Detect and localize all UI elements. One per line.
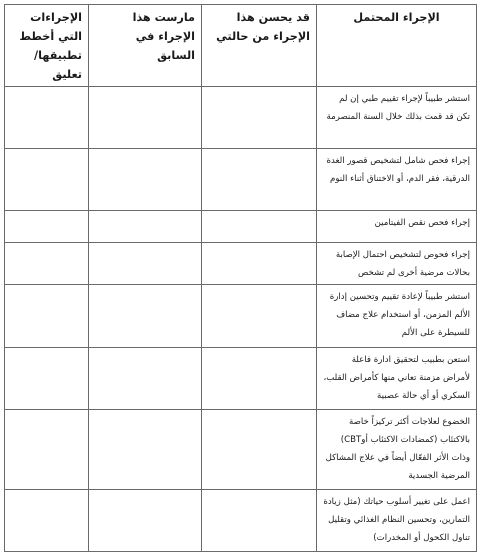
action-cell: الخضوع لعلاجات أكثر تركيزاً خاصة بالاكتئاب (كمضادات الاكتئاب أوCBT) وذات الأثر الفعّال أيضاً في علاج المشاكل المرضية الجسدية [317,410,477,490]
action-cell: استشر طبيباً لإعادة تقييم وتحسين إدارة الألم المزمن، أو استخدام علاج مضاف للسيطرة على الألم [317,285,477,348]
table-row [5,285,477,348]
action-cell: إجراء فحوص لتشخيص احتمال الإصابة بحالات مرضية أخرى لم تشخص [317,243,477,285]
table-row [5,149,477,211]
may-improve-cell[interactable] [202,410,317,490]
action-plan-table [4,4,477,552]
practiced-before-cell[interactable] [89,285,202,348]
action-cell: إجراء فحص نقص الفيتامين [317,211,477,243]
table-row [5,348,477,410]
may-improve-cell[interactable] [202,348,317,410]
header-planned-actions: الإجراءات التي أخطط تطبيقها/ تعليق [5,5,89,87]
may-improve-cell[interactable] [202,87,317,149]
table-row [5,243,477,285]
planned-comment-cell[interactable] [5,87,89,149]
header-possible-action: الإجراء المحتمل [317,5,477,87]
table-row [5,87,477,149]
table-header-row [5,5,477,87]
action-cell: إجراء فحص شامل لتشخيص قصور الغدة الدرقية، فقر الدم، أو الاختناق أثناء النوم [317,149,477,211]
action-cell: استشر طبيباً لإجراء تقييم طبي إن لم تكن قد قمت بذلك خلال السنة المنصرمة [317,87,477,149]
planned-comment-cell[interactable] [5,149,89,211]
planned-comment-cell[interactable] [5,243,89,285]
action-cell: استعن بطبيب لتحقيق ادارة فاعلة لأمراض مزمنة تعاني منها كأمراض القلب، السكري أو أي حالة عصبية [317,348,477,410]
practiced-before-cell[interactable] [89,243,202,285]
table-row [5,490,477,552]
may-improve-cell[interactable] [202,243,317,285]
may-improve-cell[interactable] [202,490,317,552]
practiced-before-cell[interactable] [89,410,202,490]
planned-comment-cell[interactable] [5,348,89,410]
table-row [5,211,477,243]
planned-comment-cell[interactable] [5,285,89,348]
planned-comment-cell[interactable] [5,410,89,490]
may-improve-cell[interactable] [202,285,317,348]
practiced-before-cell[interactable] [89,211,202,243]
action-cell: اعمل على تغيير أسلوب حياتك (مثل زيادة التمارين، وتحسين النظام الغذائي وتقليل تناول الكحول أو المخدرات) [317,490,477,552]
may-improve-cell[interactable] [202,211,317,243]
practiced-before-cell[interactable] [89,149,202,211]
planned-comment-cell[interactable] [5,211,89,243]
table-row [5,410,477,490]
header-may-improve: قد يحسن هذا الإجراء من حالتي [202,5,317,87]
practiced-before-cell[interactable] [89,490,202,552]
practiced-before-cell[interactable] [89,87,202,149]
header-practiced-before: مارست هذا الإجراء في السابق [89,5,202,87]
planned-comment-cell[interactable] [5,490,89,552]
may-improve-cell[interactable] [202,149,317,211]
practiced-before-cell[interactable] [89,348,202,410]
